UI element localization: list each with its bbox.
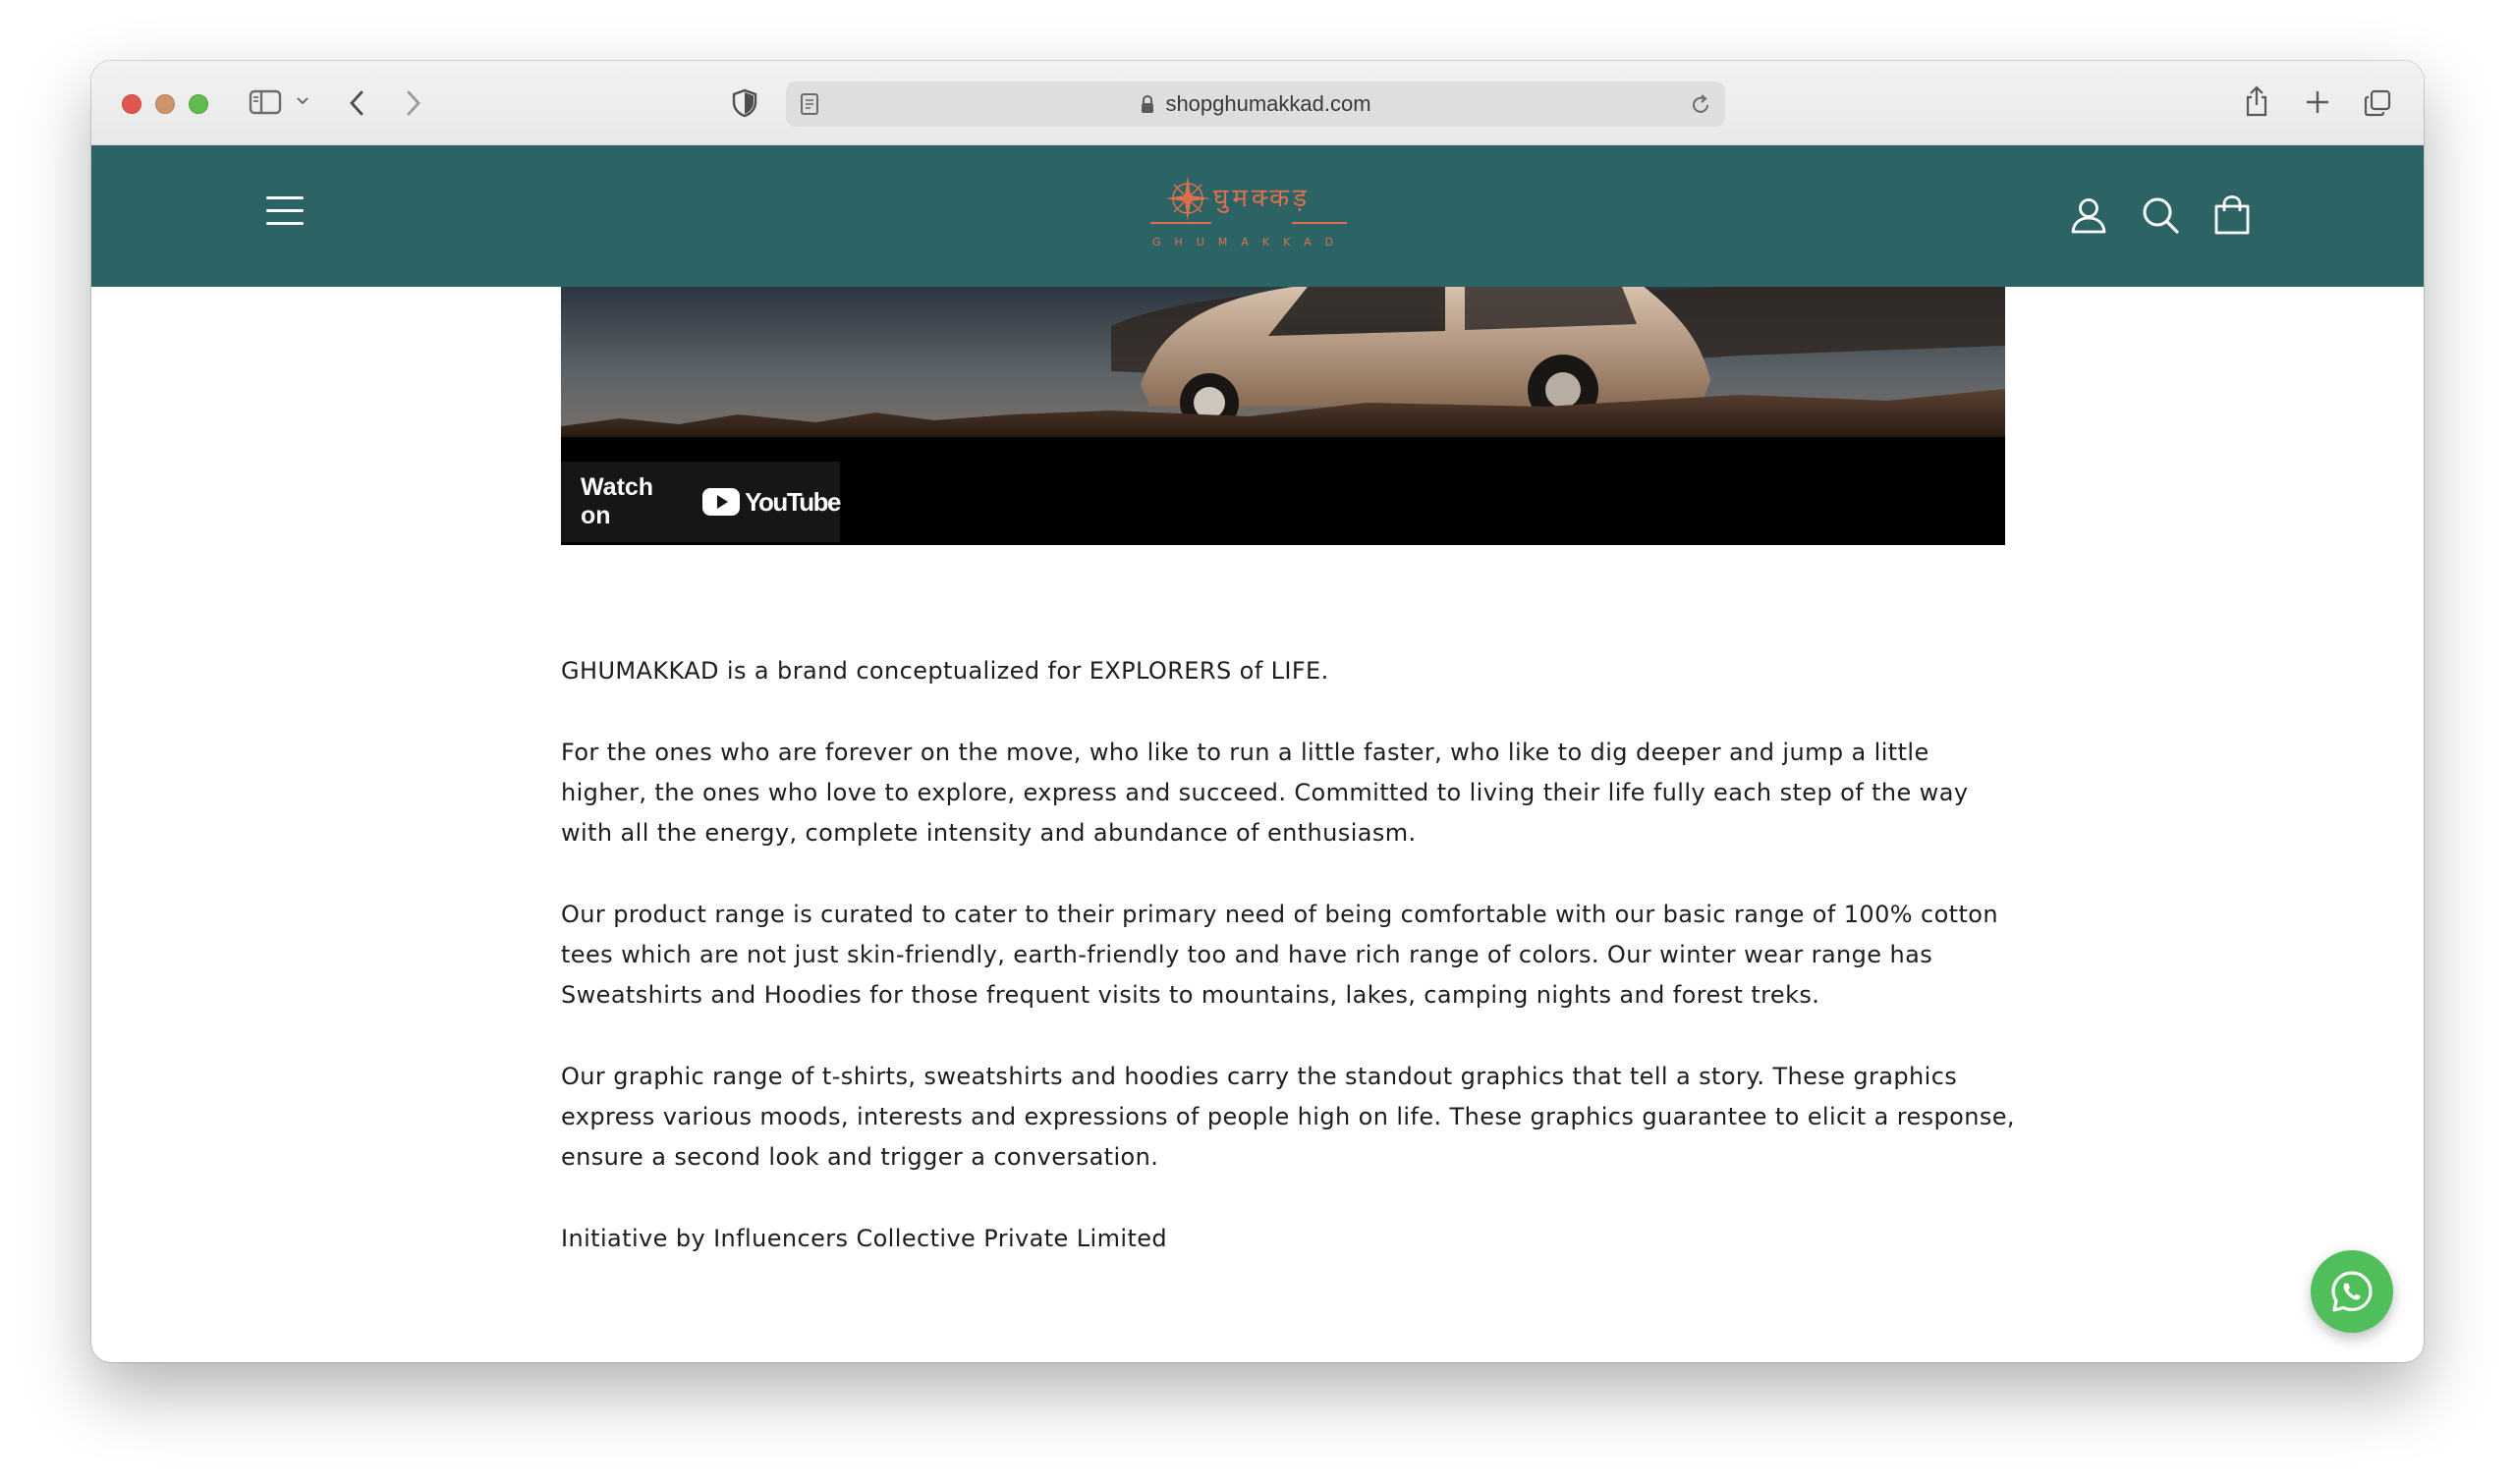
article-paragraph: GHUMAKKAD is a brand conceptualized for EXPLORERS of LIFE. [561,657,1329,685]
youtube-play-icon [702,488,740,516]
sidebar-icon [249,88,282,116]
whatsapp-icon [2328,1268,2375,1315]
search-button[interactable] [2140,194,2181,236]
lock-icon [1140,94,1155,114]
article-paragraph: Our graphic range of t-shirts, sweatshirts and hoodies carry the standout graphics that tell a story. These graphics express various moods, interests and expressions of people high on life. These graphics guarantee to elicit a response, ensure a second look and trigger a conversation. [561,1063,2015,1171]
article-paragraph: Initiative by Influencers Collective Private Limited [561,1225,1168,1252]
back-button[interactable] [347,88,366,118]
cart-button[interactable] [2211,194,2253,236]
sidebar-toggle-button[interactable] [249,88,282,116]
search-icon [2140,194,2181,236]
site-logo[interactable] [1145,171,1351,259]
video-thumbnail [561,287,2005,437]
site-header [91,145,2424,287]
url-text: shopghumakkad.com [1165,91,1371,116]
forward-button[interactable] [404,88,423,118]
youtube-wordmark: YouTube [745,486,840,517]
url-display[interactable] [786,82,1725,127]
reload-icon [1690,92,1711,116]
tab-overview-button[interactable] [2363,88,2392,118]
hamburger-icon [266,196,304,199]
privacy-report-button[interactable] [732,88,757,118]
chevron-right-icon [404,88,423,118]
article-paragraph: Our product range is curated to cater to their primary need of being comfortable with our basic range of 100% cotton tees which are not just skin-friendly, earth-friendly too and have rich range of colors. Our winter wear range has Sweatshirts and Hoodies for those frequent visits to mountains, lakes, camping nights and forest treks. [561,901,1998,1009]
plus-icon [2304,88,2331,116]
shield-icon [732,88,757,118]
tabs-overview-icon [2363,88,2392,118]
chevron-left-icon [347,88,366,118]
address-bar[interactable] [786,82,1725,127]
account-button[interactable] [2068,194,2109,236]
chevron-down-icon [296,94,309,108]
close-window-button[interactable] [122,94,141,114]
minimize-window-button[interactable] [155,94,175,114]
watch-on-youtube-button[interactable] [561,462,840,542]
youtube-video-embed[interactable] [561,287,2005,545]
share-icon [2243,84,2270,118]
browser-toolbar [91,61,2424,145]
about-article [561,651,2015,1300]
menu-button[interactable] [266,194,306,228]
watch-on-label: Watch on [581,473,654,529]
article-paragraph: For the ones who are forever on the move, who like to run a little faster, who like to dig deeper and jump a little higher, the ones who love to explore, express and succeed. Committed to living their life fully each step of the way with all the energy, complete intensity and abundance of enthusiasm. [561,739,1969,847]
share-button[interactable] [2243,84,2270,118]
user-icon [2068,194,2109,236]
logo-devanagari: घुमक्कड़ [1213,184,1311,213]
car-thumbnail-image [561,287,2005,437]
zoom-window-button[interactable] [189,94,208,114]
new-tab-button[interactable] [2304,88,2331,116]
shopping-bag-icon [2211,194,2253,236]
youtube-logo [702,487,840,518]
logo-wordmark: GHUMAKKAD [1152,236,1348,248]
sidebar-menu-chevron[interactable] [296,94,309,108]
compass-rose-icon [1164,175,1211,222]
reload-button[interactable] [1690,92,1711,116]
browser-window [91,61,2424,1362]
whatsapp-chat-button[interactable] [2311,1250,2393,1333]
